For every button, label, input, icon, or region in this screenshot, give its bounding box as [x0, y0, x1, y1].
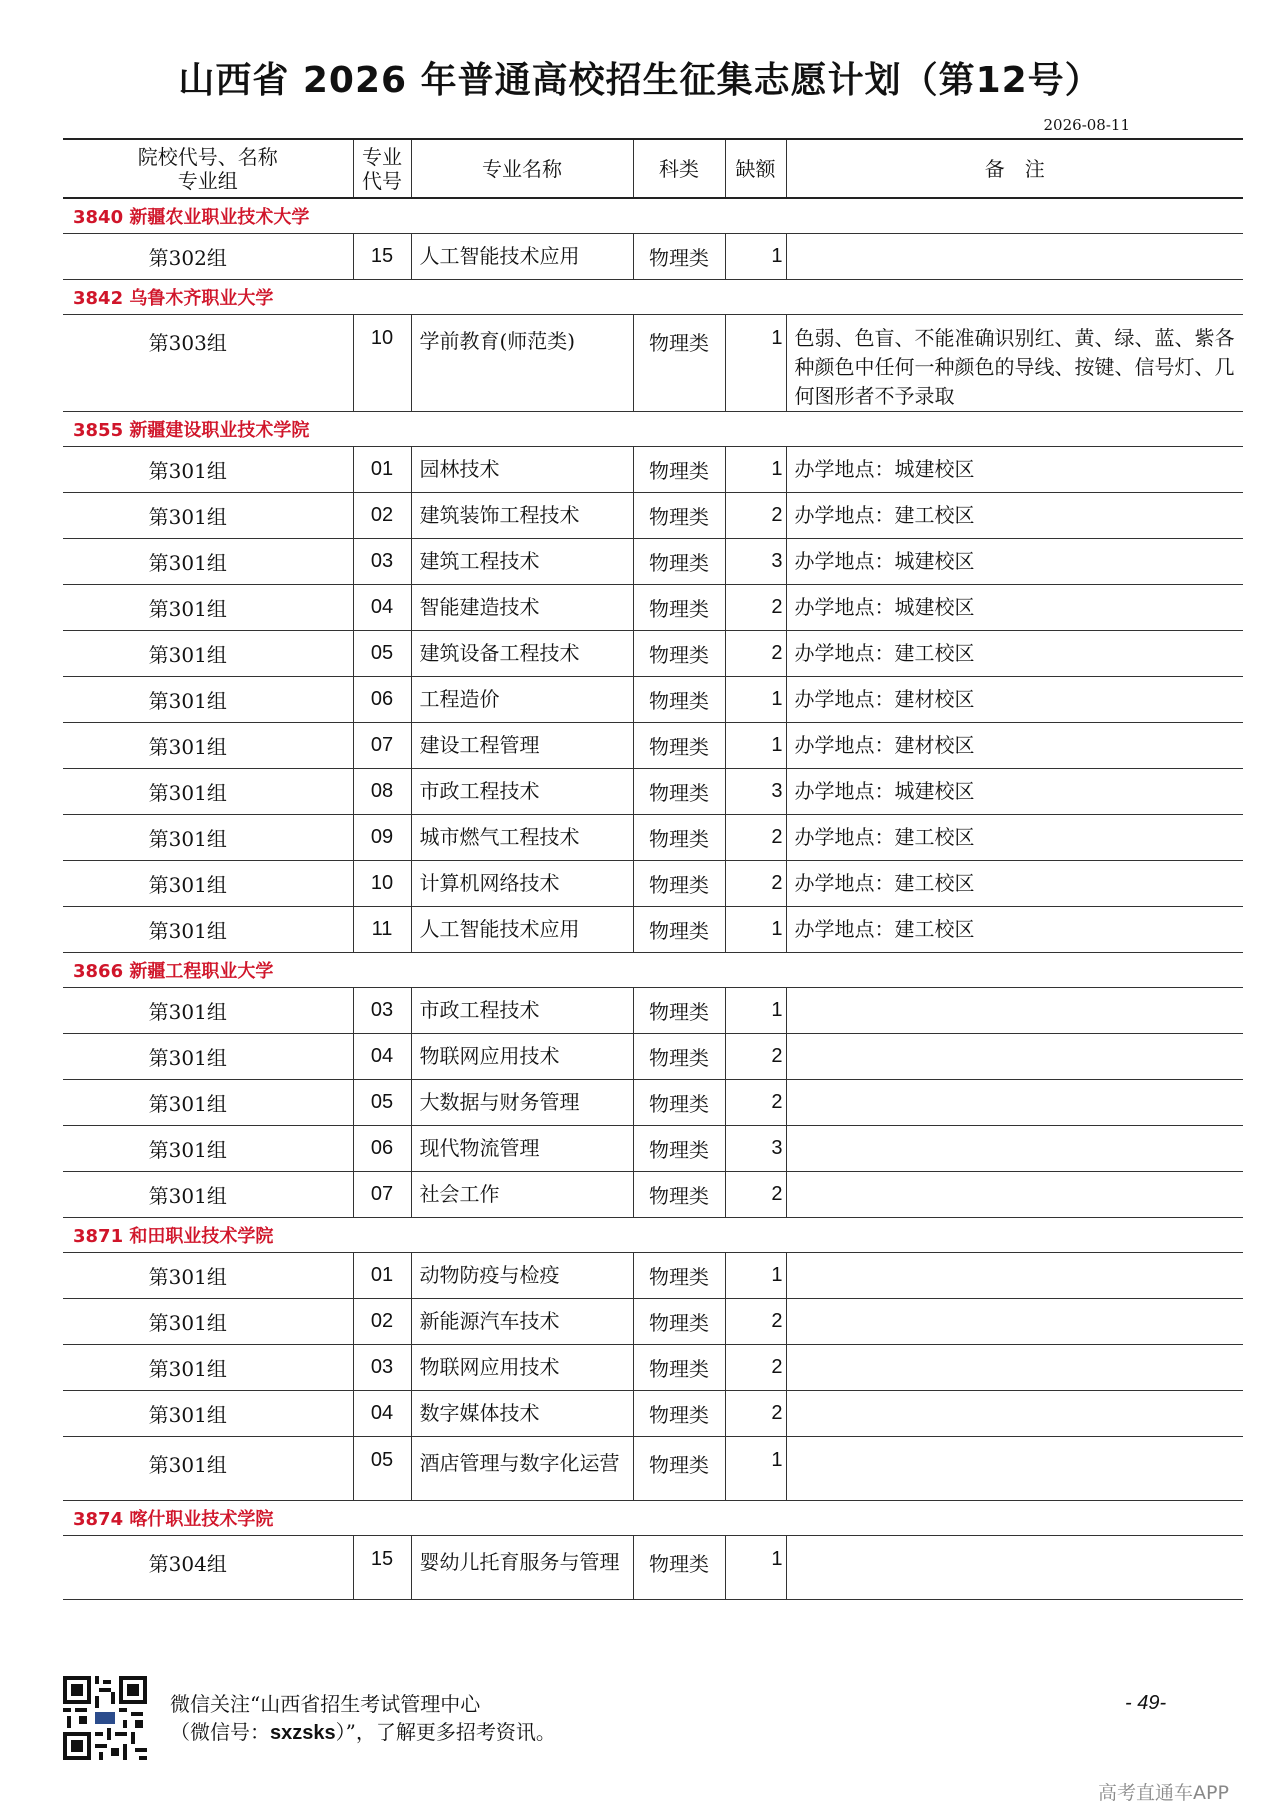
subject-type-cell: 物理类: [633, 815, 725, 861]
group-cell: 第304组: [63, 1536, 353, 1600]
note-cell: 办学地点：建工校区: [786, 493, 1243, 539]
table-row: [63, 631, 1243, 677]
table-row: [63, 907, 1243, 953]
major-name-cell: 人工智能技术应用: [411, 234, 633, 280]
school-row: [63, 198, 1243, 234]
school-row: [63, 1501, 1243, 1536]
note-cell: [786, 1391, 1243, 1437]
subject-type-cell: 物理类: [633, 1299, 725, 1345]
group-cell: 第301组: [63, 677, 353, 723]
major-name-cell: 计算机网络技术: [411, 861, 633, 907]
vacancy-count-cell: 2: [725, 861, 786, 907]
subject-type-cell: 物理类: [633, 631, 725, 677]
major-name-cell: 园林技术: [411, 447, 633, 493]
subject-type-cell: 物理类: [633, 493, 725, 539]
vacancy-count-cell: 2: [725, 815, 786, 861]
note-cell: [786, 1345, 1243, 1391]
major-code-cell: 07: [353, 1172, 411, 1218]
vacancy-count-cell: 1: [725, 1253, 786, 1299]
group-cell: 第301组: [63, 1437, 353, 1501]
note-cell: 办学地点：建工校区: [786, 815, 1243, 861]
group-cell: 第301组: [63, 1126, 353, 1172]
major-name-cell: 市政工程技术: [411, 769, 633, 815]
vacancy-count-cell: 2: [725, 1299, 786, 1345]
major-name-cell: 新能源汽车技术: [411, 1299, 633, 1345]
note-cell: 办学地点：城建校区: [786, 447, 1243, 493]
vacancy-count-cell: 1: [725, 988, 786, 1034]
qr-code-icon: [63, 1676, 147, 1760]
vacancy-count-cell: 1: [725, 234, 786, 280]
major-code-cell: 03: [353, 988, 411, 1034]
table-row: [63, 1172, 1243, 1218]
group-cell: 第301组: [63, 815, 353, 861]
major-name-cell: 物联网应用技术: [411, 1345, 633, 1391]
group-cell: 第301组: [63, 539, 353, 585]
note-cell: [786, 1126, 1243, 1172]
note-cell: [786, 1437, 1243, 1501]
group-cell: 第301组: [63, 769, 353, 815]
school-row: [63, 953, 1243, 988]
major-name-cell: 数字媒体技术: [411, 1391, 633, 1437]
subject-type-cell: 物理类: [633, 723, 725, 769]
table-row: [63, 1034, 1243, 1080]
table-row: [63, 1437, 1243, 1501]
major-code-cell: 15: [353, 234, 411, 280]
major-code-cell: 05: [353, 631, 411, 677]
group-cell: 第301组: [63, 1345, 353, 1391]
school-name: 3842 乌鲁木齐职业大学: [63, 280, 1243, 315]
subject-type-cell: 物理类: [633, 1172, 725, 1218]
major-code-cell: 05: [353, 1437, 411, 1501]
major-code-cell: 04: [353, 1391, 411, 1437]
vacancy-count-cell: 2: [725, 1034, 786, 1080]
school-name: 3855 新疆建设职业技术学院: [63, 412, 1243, 447]
table-row: [63, 1253, 1243, 1299]
major-code-cell: 03: [353, 539, 411, 585]
note-cell: [786, 1536, 1243, 1600]
major-code-cell: 06: [353, 1126, 411, 1172]
school-name: 3871 和田职业技术学院: [63, 1218, 1243, 1253]
subject-type-cell: 物理类: [633, 1536, 725, 1600]
table-row: [63, 988, 1243, 1034]
subject-type-cell: 物理类: [633, 1034, 725, 1080]
major-code-cell: 03: [353, 1345, 411, 1391]
table-header-row: [63, 139, 1243, 198]
group-cell: 第301组: [63, 493, 353, 539]
vacancy-count-cell: 2: [725, 1080, 786, 1126]
major-code-cell: 11: [353, 907, 411, 953]
note-cell: [786, 1299, 1243, 1345]
table-row: [63, 1391, 1243, 1437]
vacancy-count-cell: 2: [725, 585, 786, 631]
note-cell: [786, 1034, 1243, 1080]
major-name-cell: 大数据与财务管理: [411, 1080, 633, 1126]
table-row: [63, 1345, 1243, 1391]
major-name-cell: 动物防疫与检疫: [411, 1253, 633, 1299]
group-cell: 第301组: [63, 631, 353, 677]
note-cell: 办学地点：城建校区: [786, 585, 1243, 631]
footer-line-2: [170, 1718, 556, 1747]
major-code-cell: 04: [353, 585, 411, 631]
school-row: [63, 412, 1243, 447]
note-cell: [786, 1253, 1243, 1299]
major-code-cell: 02: [353, 1299, 411, 1345]
wechat-id: sxzsks: [270, 1722, 336, 1744]
footer-line-2-prefix: （微信号：: [170, 1720, 270, 1744]
header-code: 专业 代号: [353, 139, 411, 198]
major-code-cell: 09: [353, 815, 411, 861]
major-name-cell: 城市燃气工程技术: [411, 815, 633, 861]
vacancy-count-cell: 2: [725, 1391, 786, 1437]
major-code-cell: 10: [353, 315, 411, 412]
table-row: [63, 861, 1243, 907]
subject-type-cell: 物理类: [633, 315, 725, 412]
vacancy-count-cell: 2: [725, 493, 786, 539]
vacancy-count-cell: 1: [725, 447, 786, 493]
major-name-cell: 建筑设备工程技术: [411, 631, 633, 677]
major-name-cell: 建筑装饰工程技术: [411, 493, 633, 539]
group-cell: 第301组: [63, 1391, 353, 1437]
major-code-cell: 06: [353, 677, 411, 723]
school-name: 3866 新疆工程职业大学: [63, 953, 1243, 988]
watermark: 高考直通车APP: [1098, 1782, 1229, 1804]
major-code-cell: 07: [353, 723, 411, 769]
vacancy-count-cell: 2: [725, 631, 786, 677]
subject-type-cell: 物理类: [633, 769, 725, 815]
vacancy-count-cell: 1: [725, 907, 786, 953]
major-name-cell: 现代物流管理: [411, 1126, 633, 1172]
group-cell: 第301组: [63, 723, 353, 769]
header-major-name: 专业名称: [411, 139, 633, 198]
vacancy-count-cell: 3: [725, 1126, 786, 1172]
note-cell: [786, 988, 1243, 1034]
group-cell: 第302组: [63, 234, 353, 280]
vacancy-count-cell: 1: [725, 1437, 786, 1501]
vacancy-count-cell: 2: [725, 1172, 786, 1218]
header-count: 缺额: [725, 139, 786, 198]
major-name-cell: 学前教育(师范类): [411, 315, 633, 412]
group-cell: 第301组: [63, 585, 353, 631]
subject-type-cell: 物理类: [633, 677, 725, 723]
page-title: 山西省 2026 年普通高校招生征集志愿计划（第12号）: [178, 60, 1102, 101]
group-cell: 第301组: [63, 1034, 353, 1080]
vacancy-count-cell: 2: [725, 1345, 786, 1391]
table-row: [63, 677, 1243, 723]
table-row: [63, 723, 1243, 769]
vacancy-count-cell: 3: [725, 769, 786, 815]
enrollment-plan-table: [63, 138, 1243, 1600]
subject-type-cell: 物理类: [633, 1391, 725, 1437]
school-name: 3840 新疆农业职业技术大学: [63, 198, 1243, 234]
subject-type-cell: 物理类: [633, 861, 725, 907]
table-row: [63, 585, 1243, 631]
footer-line-1: 微信关注“山西省招生考试管理中心: [170, 1692, 481, 1716]
subject-type-cell: 物理类: [633, 907, 725, 953]
subject-type-cell: 物理类: [633, 234, 725, 280]
note-cell: 办学地点：建工校区: [786, 907, 1243, 953]
subject-type-cell: 物理类: [633, 539, 725, 585]
vacancy-count-cell: 3: [725, 539, 786, 585]
school-row: [63, 1218, 1243, 1253]
group-cell: 第301组: [63, 907, 353, 953]
group-cell: 第303组: [63, 315, 353, 412]
note-cell: 办学地点：城建校区: [786, 769, 1243, 815]
group-cell: 第301组: [63, 1253, 353, 1299]
table-row: [63, 1080, 1243, 1126]
vacancy-count-cell: 1: [725, 315, 786, 412]
table-row: [63, 1299, 1243, 1345]
page-number: - 49-: [1125, 1692, 1167, 1714]
table-body: [63, 198, 1243, 1600]
footer-wechat-notice: [170, 1690, 556, 1747]
issue-date: 2026-08-11: [1043, 116, 1130, 134]
major-name-cell: 婴幼儿托育服务与管理: [411, 1536, 633, 1600]
major-name-cell: 物联网应用技术: [411, 1034, 633, 1080]
school-row: [63, 280, 1243, 315]
vacancy-count-cell: 1: [725, 723, 786, 769]
major-code-cell: 15: [353, 1536, 411, 1600]
subject-type-cell: 物理类: [633, 585, 725, 631]
group-cell: 第301组: [63, 447, 353, 493]
subject-type-cell: 物理类: [633, 988, 725, 1034]
major-code-cell: 10: [353, 861, 411, 907]
note-cell: 色弱、色盲、不能准确识别红、黄、绿、蓝、紫各种颜色中任何一种颜色的导线、按键、信号灯、几何图形者不予录取: [786, 315, 1243, 412]
group-cell: 第301组: [63, 1299, 353, 1345]
group-cell: 第301组: [63, 1172, 353, 1218]
header-type: 科类: [633, 139, 725, 198]
major-code-cell: 02: [353, 493, 411, 539]
major-name-cell: 人工智能技术应用: [411, 907, 633, 953]
table-row: [63, 1536, 1243, 1600]
table-row: [63, 539, 1243, 585]
note-cell: 办学地点：建材校区: [786, 677, 1243, 723]
footer-line-2-suffix: ）”，了解更多招考资讯。: [335, 1720, 556, 1744]
major-name-cell: 建筑工程技术: [411, 539, 633, 585]
subject-type-cell: 物理类: [633, 1437, 725, 1501]
school-name: 3874 喀什职业技术学院: [63, 1501, 1243, 1536]
vacancy-count-cell: 1: [725, 677, 786, 723]
subject-type-cell: 物理类: [633, 1253, 725, 1299]
table-row: [63, 815, 1243, 861]
table-row: [63, 769, 1243, 815]
subject-type-cell: 物理类: [633, 1080, 725, 1126]
group-cell: 第301组: [63, 988, 353, 1034]
note-cell: [786, 1080, 1243, 1126]
major-code-cell: 04: [353, 1034, 411, 1080]
major-name-cell: 社会工作: [411, 1172, 633, 1218]
note-cell: 办学地点：建材校区: [786, 723, 1243, 769]
note-cell: 办学地点：城建校区: [786, 539, 1243, 585]
table-row: [63, 493, 1243, 539]
note-cell: 办学地点：建工校区: [786, 631, 1243, 677]
major-name-cell: 酒店管理与数字化运营: [411, 1437, 633, 1501]
note-cell: [786, 234, 1243, 280]
major-name-cell: 智能建造技术: [411, 585, 633, 631]
major-code-cell: 01: [353, 1253, 411, 1299]
note-cell: 办学地点：建工校区: [786, 861, 1243, 907]
group-cell: 第301组: [63, 861, 353, 907]
note-cell: [786, 1172, 1243, 1218]
major-name-cell: 市政工程技术: [411, 988, 633, 1034]
header-note: 备 注: [786, 139, 1243, 198]
table-row: [63, 315, 1243, 412]
subject-type-cell: 物理类: [633, 1126, 725, 1172]
major-name-cell: 建设工程管理: [411, 723, 633, 769]
table-row: [63, 447, 1243, 493]
table-row: [63, 234, 1243, 280]
table-row: [63, 1126, 1243, 1172]
major-code-cell: 08: [353, 769, 411, 815]
major-name-cell: 工程造价: [411, 677, 633, 723]
header-school: 院校代号、名称 专业组: [63, 139, 353, 198]
group-cell: 第301组: [63, 1080, 353, 1126]
subject-type-cell: 物理类: [633, 1345, 725, 1391]
subject-type-cell: 物理类: [633, 447, 725, 493]
vacancy-count-cell: 1: [725, 1536, 786, 1600]
major-code-cell: 05: [353, 1080, 411, 1126]
major-code-cell: 01: [353, 447, 411, 493]
